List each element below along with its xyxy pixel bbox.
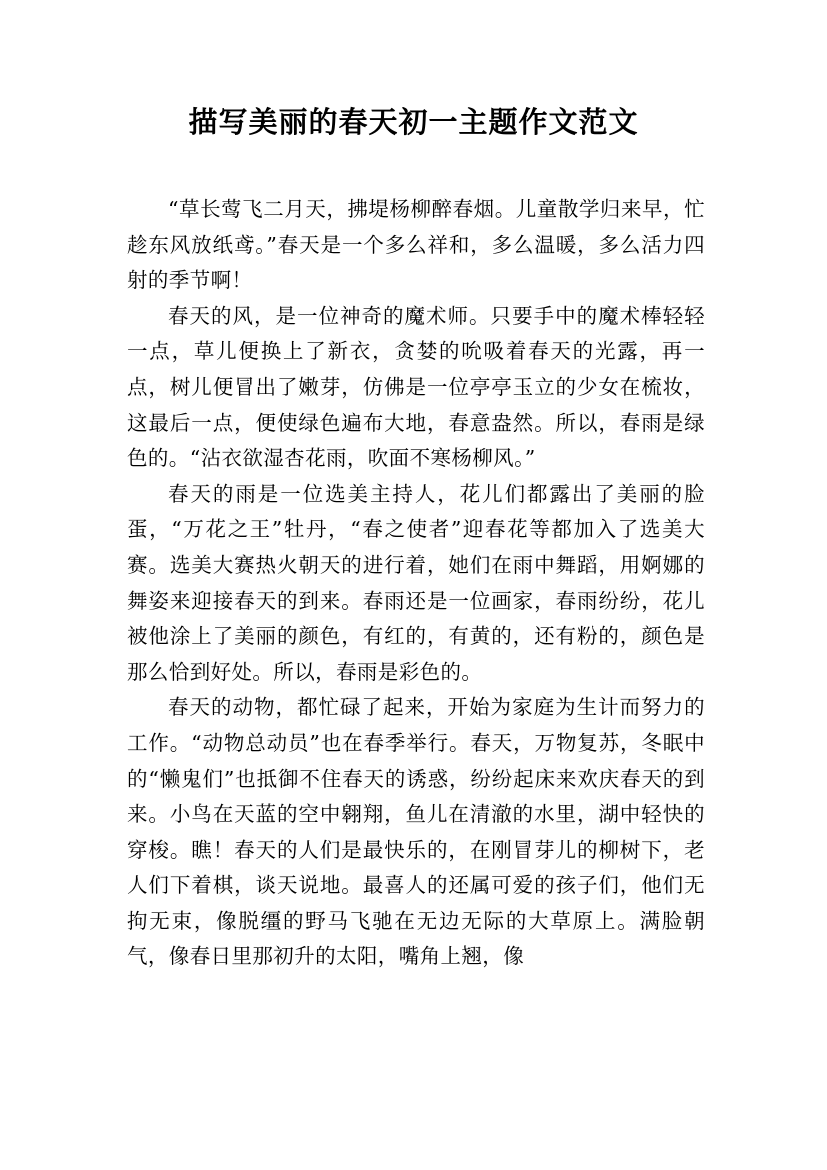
paragraph-3: 春天的雨是一位选美主持人，花儿们都露出了美丽的脸蛋，“万花之王”牡丹，“春之使者”迎春花等都加入了选美大赛。选美大赛热火朝天的进行着，她们在雨中舞蹈，用婀娜的舞姿来迎接春天的到来。春雨还是一位画家，春雨纷纷，花儿被他涂上了美丽的颜色，有红的，有黄的，还有粉的，颜色是那么恰到好处。所以，春雨是彩色的。 [127, 481, 705, 684]
paragraph-1: “草长莺飞二月天，拂堤杨柳醉春烟。儿童散学归来早，忙趁东风放纸鸢。”春天是一个多么祥和，多么温暖，多么活力四射的季节啊！ [127, 197, 705, 293]
document-body [127, 192, 705, 975]
document-title: 描写美丽的春天初一主题作文范文 [188, 105, 639, 139]
paragraph-4: 春天的动物，都忙碌了起来，开始为家庭为生计而努力的工作。“动物总动员”也在春季举行。春天，万物复苏，冬眠中的“懒鬼们”也抵御不住春天的诱惑，纷纷起床来欢庆春天的到来。小鸟在天蓝的空中翱翔，鱼儿在清澈的水里，湖中轻快的穿梭。瞧！春天的人们是最快乐的，在刚冒芽儿的柳树下，老人们下着棋，谈天说地。最喜人的还属可爱的孩子们，他们无拘无束，像脱缰的野马飞驰在无边无际的大草原上。满脸朝气，像春日里那初升的太阳，嘴角上翘，像 [127, 695, 705, 969]
paragraph-2: 春天的风，是一位神奇的魔术师。只要手中的魔术棒轻轻一点，草儿便换上了新衣，贪婪的吮吸着春天的光露，再一点，树儿便冒出了嫩芽，仿佛是一位亭亭玉立的少女在梳妆，这最后一点，便使绿色遍布大地，春意盎然。所以，春雨是绿色的。“沾衣欲湿杏花雨，吹面不寒杨柳风。” [127, 303, 705, 471]
